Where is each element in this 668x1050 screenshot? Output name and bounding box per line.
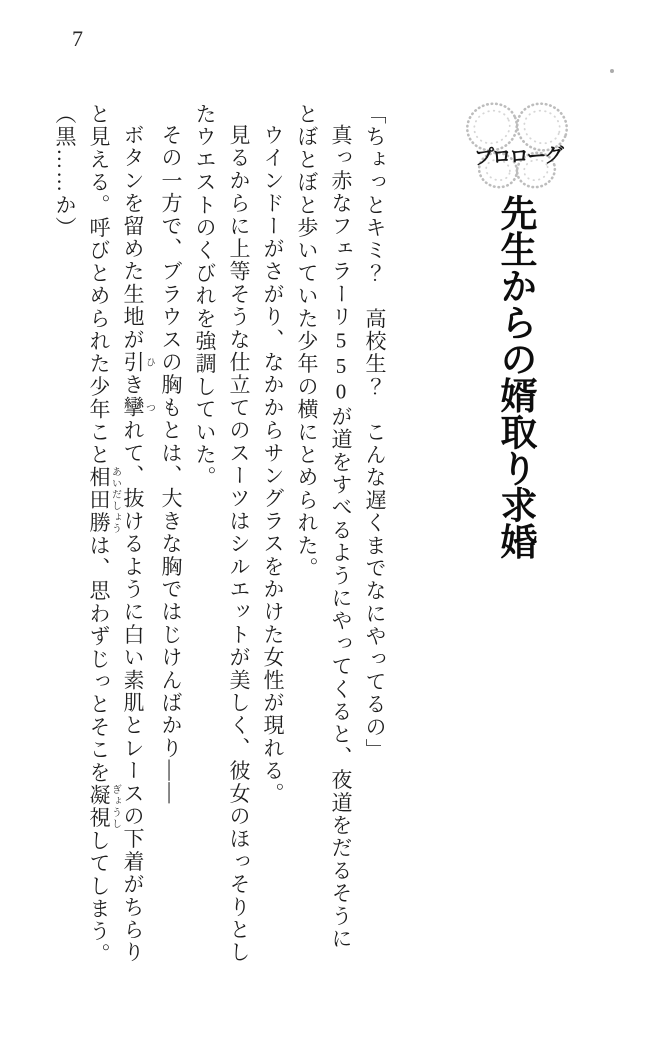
text-run: （黒……か）: [53, 103, 77, 240]
chapter-title: 先生からの婿取り求婚: [494, 194, 535, 559]
paragraph: [48, 103, 82, 971]
text-run: が道をすべるようにやってくると、夜道をだるそうにとぼとぼと歩いていた少年の横にとめられた。: [295, 103, 353, 951]
ruby-annotated-text: 相田勝あいだしょう: [87, 466, 121, 535]
paragraph: [82, 103, 154, 971]
text-run: 真っ赤なフェラーリ: [329, 124, 353, 329]
ruby-annotated-text: 引ひ: [121, 351, 155, 374]
text-run: れて、抜けるように白い素肌とレースの下着がちらりと見える。呼びとめられた少年こと: [87, 103, 145, 964]
ruby-annotated-text: 凝視ぎょうし: [87, 784, 121, 830]
body-text: [28, 103, 392, 971]
text-run: 見るからに上等そうな仕立てのスーツはシルエットが美しく、彼女のほっそりとしたウエストのくびれを強調していた。: [193, 103, 251, 964]
text-run: ウインドーがさがり、なかからサングラスをかけた女性が現れる。: [261, 124, 285, 805]
text-run: その一方で、ブラウスの胸もとは、大きな胸ではじけんばかり——: [159, 124, 183, 805]
text-run: は、思わずじっとそこを: [87, 534, 111, 785]
text-run: ボタンを留めた生地が: [121, 124, 145, 351]
paragraph: [154, 103, 188, 971]
paragraph: [256, 103, 290, 971]
text-run: き: [121, 373, 145, 397]
text-run: してしまう。: [87, 829, 111, 966]
paragraph: [358, 103, 392, 971]
paragraph: [188, 103, 256, 971]
ruby-annotated-text: 攣つ: [121, 396, 155, 420]
print-speck: [610, 69, 614, 73]
text-run: 「ちょっとキミ？ 高校生？ こんな遅くまでなにやってるの」: [363, 103, 387, 762]
chapter-heading: [440, 90, 640, 590]
paragraph: [290, 103, 358, 971]
prologue-label: プロローグ: [473, 144, 562, 170]
page-number: 7: [72, 26, 83, 51]
upright-digits: 550: [329, 328, 353, 406]
